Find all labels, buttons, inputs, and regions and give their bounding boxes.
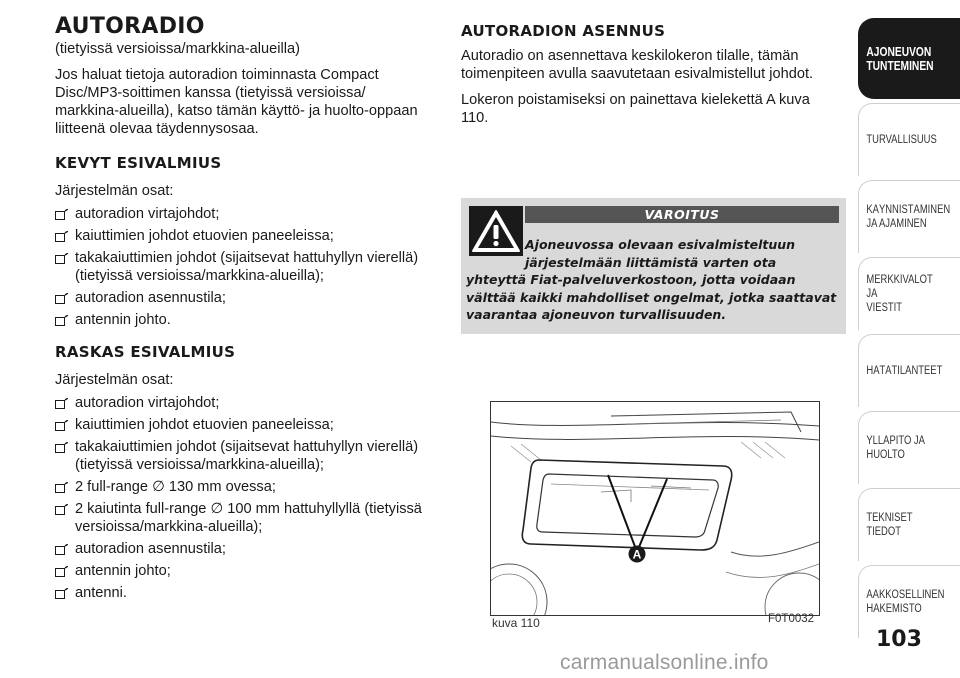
checkbox-bullet-icon — [55, 504, 68, 515]
checkbox-bullet-icon — [55, 566, 68, 577]
checkbox-bullet-icon — [55, 544, 68, 555]
figure-caption: kuva 110 — [492, 616, 540, 630]
right-column — [461, 22, 841, 135]
callout-label: A — [632, 547, 642, 562]
checkbox-bullet-icon — [55, 420, 68, 431]
list-item: autoradion virtajohdot; — [55, 394, 430, 412]
light-prewiring-heading: KEVYT ESIVALMIUS — [55, 154, 222, 172]
warning-line-1: Ajoneuvossa olevaan esivalmisteltuun — [525, 237, 796, 252]
checkbox-bullet-icon — [55, 442, 68, 453]
tab-maintenance[interactable]: YLLÄPITO JA HUOLTO — [858, 411, 960, 484]
watermark: carmanualsonline.info — [560, 651, 769, 674]
warning-line-rest: yhteyttä Fiat-palveluverkostoon, jotta voidaan välttää kaikki mahdolliset ongelmat, jotka saattavat vaarantaa ajoneuvon turvallisuuden. — [466, 272, 837, 322]
page-title: AUTORADIO — [55, 14, 205, 39]
tab-vehicle-knowledge[interactable]: AJONEUVON TUNTEMINEN — [858, 18, 960, 99]
list-item: 2 kaiutinta full-range ∅ 100 mm hattuhyllyllä (tietyissä versioissa/markkina-alueilla); — [55, 500, 430, 536]
intro-paragraph: Jos haluat tietoja autoradion toiminnasta Compact Disc/MP3-soittimen kanssa (tietyissä versioissa/ markkina-alueilla), katso tämän käyttö- ja huolto-oppaan liitteenä olevaa täydennysosaa. — [55, 67, 418, 137]
list-item: antenni. — [55, 584, 430, 602]
list-item: kaiuttimien johdot etuovien paneeleissa; — [55, 227, 430, 245]
checkbox-bullet-icon — [55, 253, 68, 264]
tab-safety[interactable]: TURVALLISUUS — [858, 103, 960, 176]
list-item: autoradion virtajohdot; — [55, 205, 430, 223]
light-prewiring-list — [55, 205, 430, 329]
heavy-prewiring-heading: RASKAS ESIVALMIUS — [55, 343, 236, 361]
warning-line-2: järjestelmään liittämistä varten ota — [525, 254, 777, 270]
tab-technical-data[interactable]: TEKNISET TIEDOT — [858, 488, 960, 561]
title-qualifier: (tietyissä versioissa/markkina-alueilla) — [55, 41, 300, 57]
checkbox-bullet-icon — [55, 209, 68, 220]
warning-text — [466, 236, 842, 324]
installation-paragraph-2: Lokeron poistamiseksi on painettava kielekettä A kuva 110. — [461, 92, 810, 126]
figure-code: F0T0032 — [768, 613, 815, 625]
list-item: autoradion asennustila; — [55, 540, 430, 558]
warning-label: VAROITUS — [525, 206, 839, 223]
checkbox-bullet-icon — [55, 231, 68, 242]
tab-starting-driving[interactable]: KÄYNNISTÄMINEN JA AJAMINEN — [858, 180, 960, 253]
dashboard-illustration — [491, 402, 819, 615]
tab-warning-lights[interactable]: MERKKIVALOT JA VIESTIT — [858, 257, 960, 330]
heavy-prewiring-list — [55, 394, 430, 602]
heavy-prewiring-intro: Järjestelmän osat: — [55, 372, 174, 388]
list-item: 2 full-range ∅ 130 mm ovessa; — [55, 478, 430, 496]
list-item: kaiuttimien johdot etuovien paneeleissa; — [55, 416, 430, 434]
warning-box — [461, 198, 846, 334]
list-item: antennin johto. — [55, 311, 430, 329]
page-number: 103 — [876, 627, 922, 652]
tab-emergencies[interactable]: HÄTÄTILANTEET — [858, 334, 960, 407]
checkbox-bullet-icon — [55, 293, 68, 304]
checkbox-bullet-icon — [55, 588, 68, 599]
checkbox-bullet-icon — [55, 315, 68, 326]
figure-110-dashboard-compartment — [490, 401, 820, 616]
checkbox-bullet-icon — [55, 482, 68, 493]
light-prewiring-intro: Järjestelmän osat: — [55, 183, 174, 199]
list-item: autoradion asennustila; — [55, 289, 430, 307]
list-item: takakaiuttimien johdot (sijaitsevat hattuhyllyn vierellä) (tietyissä versioissa/markkina-alueilla); — [55, 249, 430, 285]
checkbox-bullet-icon — [55, 398, 68, 409]
chapter-tabs — [858, 18, 960, 642]
tab-index[interactable]: AAKKOSELLINEN HAKEMISTO — [858, 565, 960, 638]
installation-paragraph-1: Autoradio on asennettava keskilokeron tilalle, tämän toimenpiteen avulla saavutetaan esivalmistellut johdot. — [461, 48, 814, 82]
installation-heading: AUTORADION ASENNUS — [461, 22, 666, 40]
list-item: takakaiuttimien johdot (sijaitsevat hattuhyllyn vierellä) (tietyissä versioissa/markkina-alueilla); — [55, 438, 430, 474]
left-column — [55, 14, 430, 616]
list-item: antennin johto; — [55, 562, 430, 580]
